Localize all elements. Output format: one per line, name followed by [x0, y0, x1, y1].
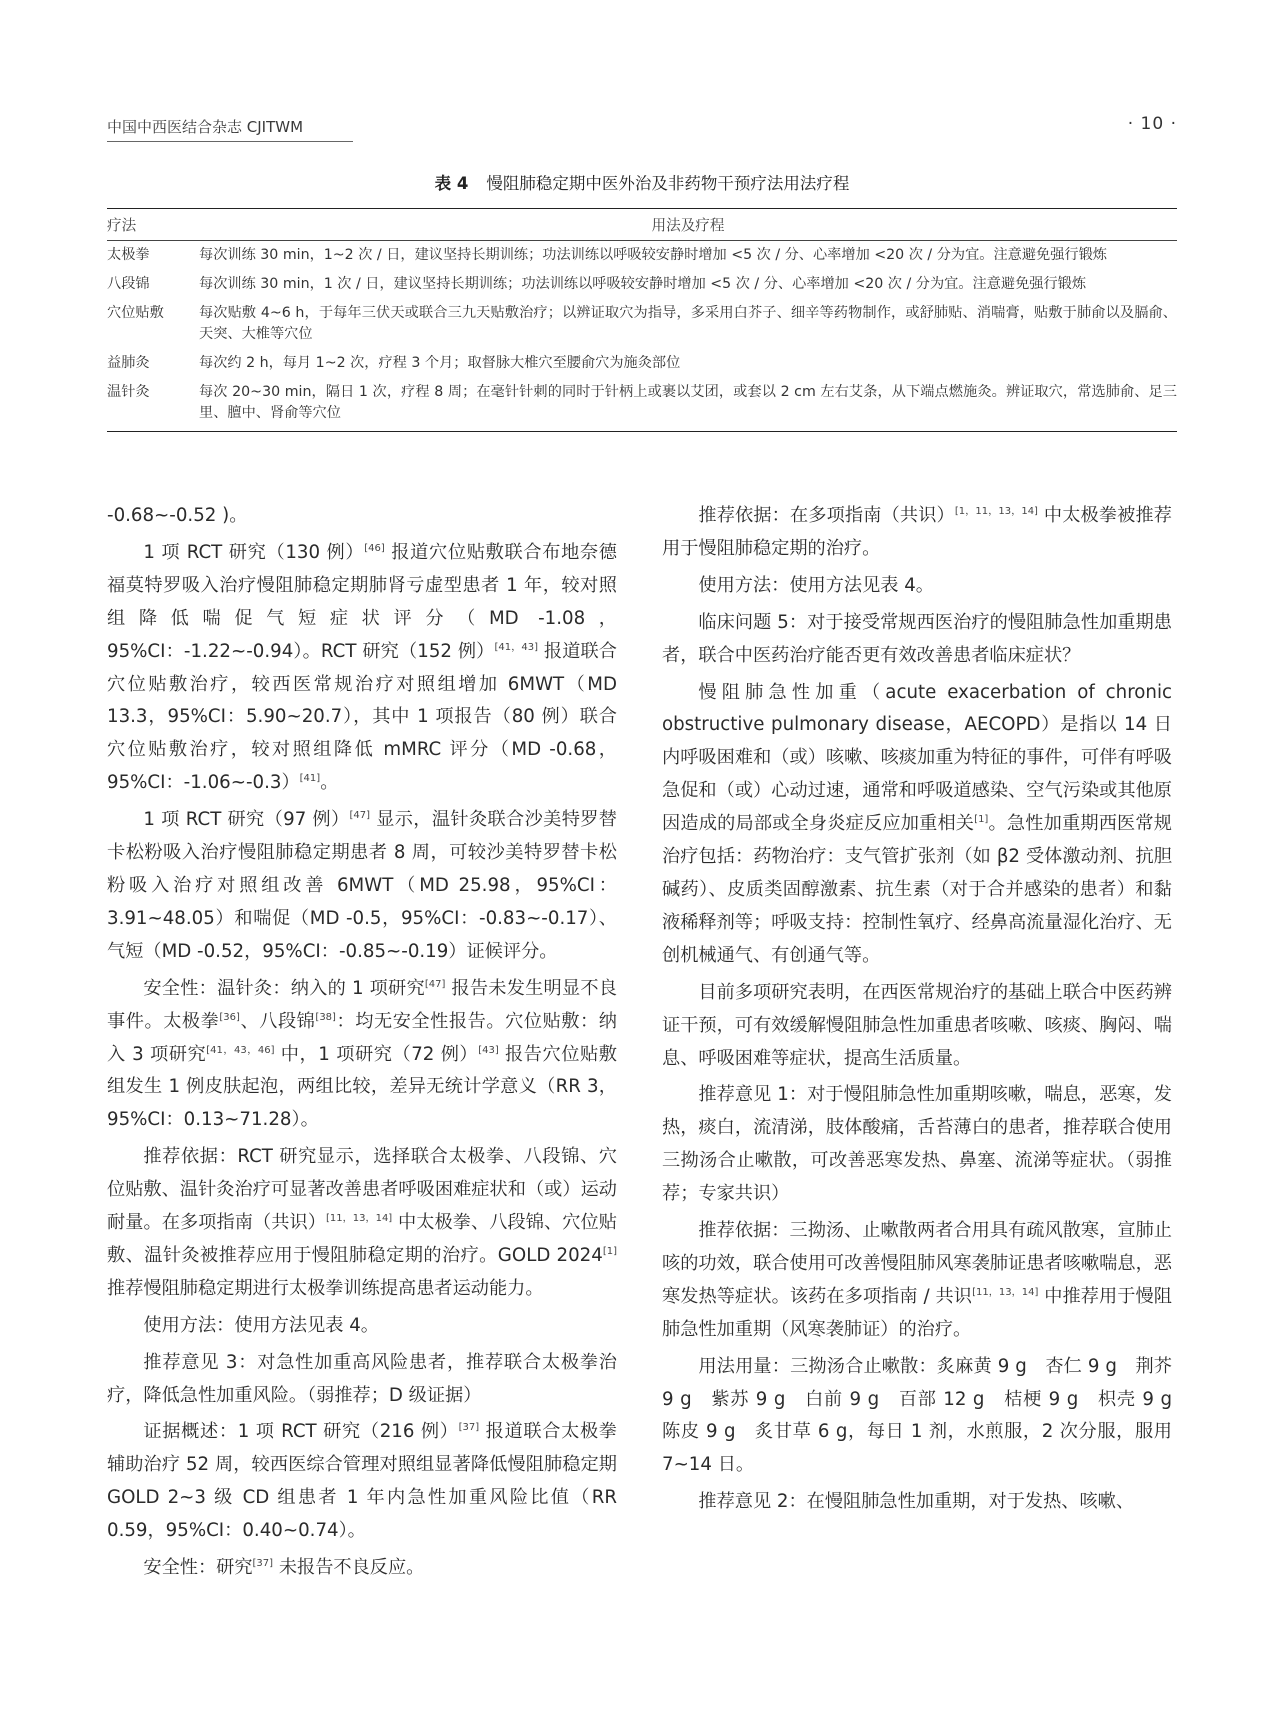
- paragraph: [662, 607, 1172, 673]
- citation: [11，13，14]: [972, 1286, 1039, 1298]
- citation: [41，43，46]: [206, 1044, 275, 1056]
- therapy-name: 温针灸: [107, 378, 199, 432]
- citation: [41，43]: [494, 641, 538, 653]
- journal-name: 中国中西医结合杂志 CJITWM: [107, 116, 353, 142]
- running-header: [107, 116, 1177, 140]
- citation: [36]: [219, 1011, 240, 1023]
- therapy-usage: 每次贴敷 4~6 h，于每年三伏天或联合三九天贴敷治疗；以辨证取穴为指导，多采用白芥子、细辛等药物制作，或舒肺贴、消喘膏，贴敷于肺俞以及膈俞、天突、大椎等穴位: [199, 305, 1177, 342]
- citation: [37]: [458, 1422, 480, 1434]
- header-method: 疗法: [107, 209, 199, 241]
- text-run: 使用方法：使用方法见表 4。: [143, 1314, 379, 1336]
- paragraph: [662, 1486, 1172, 1519]
- text-run: 1 项 RCT 研究（97 例）: [143, 809, 350, 831]
- therapy-name: 太极拳: [107, 247, 150, 263]
- citation: [37]: [252, 1558, 274, 1570]
- text-run: 用法用量：三拗汤合止嗽散：炙麻黄 9 g 杏仁 9 g 荆芥 9 g 紫苏 9 g 白前 9 g 百部 12 g 桔梗 9 g 枳壳 9 g 陈皮 9 g 炙甘草 6 g，每日 1 剂，水煎服，2 次分服，服用 7~14 日。: [662, 1355, 1191, 1476]
- text-run: 未报告不良反应。: [273, 1557, 425, 1579]
- text-run: 报告未发生明显不良事件。太极拳: [107, 977, 617, 1032]
- text-run: -0.68~-0.52 )。: [107, 505, 248, 526]
- table-row: [107, 270, 1177, 299]
- text-run: 推荐依据：RCT 研究显示，选择联合太极拳、八段锦、穴位贴敷、温针灸治疗可显著改善患者呼吸困难症状和（或）运动耐量。在多项指南（共识）: [107, 1146, 617, 1234]
- table-title: 慢阻肺稳定期中医外治及非药物干预疗法用法疗程: [486, 174, 850, 193]
- text-run: 中推荐用于慢阻肺急性加重期（风寒袭肺证）的治疗。: [662, 1285, 1172, 1340]
- table-label: 表 4: [434, 174, 469, 193]
- paragraph: [107, 1310, 617, 1343]
- text-run: 。: [320, 772, 339, 794]
- citation: [47]: [349, 810, 371, 822]
- text-run: 中，1 项研究（72 例）: [274, 1043, 479, 1065]
- text-run: 显示，温针灸联合沙美特罗替卡松粉吸入治疗慢阻肺稳定期患者 8 周，可较沙美特罗替卡松粉吸入治疗对照组改善 6MWT（MD 25.98，95%CI：3.91~48.05）和喘促（MD -0.5，95%CI：-0.83~-0.17）、气短（MD -0.52，95%CI：-0.85~-0.19）证候评分。: [107, 809, 617, 962]
- paragraph: [107, 1141, 617, 1306]
- therapy-usage: 每次约 2 h，每月 1~2 次，疗程 3 个月；取督脉大椎穴至腰俞穴为施灸部位: [199, 355, 681, 371]
- text-run: 推荐依据：在多项指南（共识）: [698, 505, 955, 526]
- paragraph: [662, 1079, 1172, 1211]
- therapy-table: [107, 208, 1177, 432]
- paragraph: [662, 1215, 1172, 1347]
- paragraph: [107, 1416, 617, 1548]
- text-run: 、八段锦: [239, 1010, 316, 1032]
- text-run: 慢阻肺急性加重（acute exacerbation of chronic obstructive pulmonary disease，AECOPD）是指以 14 日内呼吸困难和（或）咳嗽、咳痰加重为特征的事件，可伴有呼吸急促和（或）心动过速，通常和呼吸道感染、空气污染或其他原因造成的局部或全身炎症反应加重相关: [662, 681, 1172, 835]
- table-4: [107, 170, 1177, 432]
- text-run: ：均无安全性报告。穴位贴敷：纳入 3 项研究: [107, 1010, 617, 1065]
- citation: [1]: [974, 814, 989, 826]
- text-run: 安全性：温针灸：纳入的 1 项研究: [143, 977, 425, 999]
- text-run: 推荐慢阻肺稳定期进行太极拳训练提高患者运动能力。: [107, 1277, 544, 1299]
- citation: [1，11，13，14]: [954, 505, 1038, 517]
- table-row: [107, 378, 1177, 432]
- left-column: [107, 500, 617, 1589]
- table-row: [107, 241, 1177, 271]
- therapy-name: 益肺灸: [107, 355, 150, 371]
- table-row: [107, 299, 1177, 349]
- therapy-name: 穴位贴敷: [107, 305, 164, 321]
- right-column: [662, 500, 1191, 1523]
- page-number: · 10 ·: [1127, 114, 1177, 134]
- citation: [47]: [424, 978, 446, 990]
- text-run: 中太极拳、八段锦、穴位贴敷、温针灸被推荐应用于慢阻肺稳定期的治疗。GOLD 2024: [107, 1212, 617, 1266]
- text-run: 推荐意见 2：在慢阻肺急性加重期，对于发热、咳嗽、: [698, 1491, 1135, 1513]
- text-run: 报告穴位贴敷组发生 1 例皮肤起泡，两组比较，差异无统计学意义（RR 3，95%CI：0.13~71.28）。: [107, 1043, 617, 1131]
- text-run: 推荐依据：三拗汤、止嗽散两者合用具有疏风散寒，宣肺止咳的功效，联合使用可改善慢阻肺风寒袭肺证患者咳嗽喘息，恶寒发热等症状。该药在多项指南 / 共识: [662, 1220, 1172, 1307]
- text-run: 中太极拳被推荐用于慢阻肺稳定期的治疗。: [662, 505, 1172, 559]
- paragraph: [107, 1552, 617, 1585]
- citation: [38]: [315, 1011, 336, 1023]
- table-row: [107, 349, 1177, 378]
- citation: [1]: [602, 1245, 617, 1257]
- text-run: 使用方法：使用方法见表 4。: [698, 574, 934, 596]
- text-run: 推荐意见 1：对于慢阻肺急性加重期咳嗽，喘息，恶寒，发热，痰白，流清涕，肢体酸痛，舌苔薄白的患者，推荐联合使用三拗汤合止嗽散，可改善恶寒发热、鼻塞、流涕等症状。（弱推荐；专家共识）: [662, 1084, 1172, 1205]
- text-run: 报道穴位贴敷联合布地奈德福莫特罗吸入治疗慢阻肺稳定期肺肾亏虚型患者 1 年，较对照组降低喘促气短症状评分（MD -1.08，95%CI：-1.22~-0.94）。RCT 研究（152 例）: [107, 541, 617, 662]
- paragraph: [662, 1351, 1191, 1483]
- paragraph: [662, 977, 1172, 1076]
- therapy-usage: 每次训练 30 min，1 次 / 日，建议坚持长期训练；功法训练以呼吸较安静时增加 <5 次 / 分、心率增加 <20 次 / 分为宜。注意避免强行锻炼: [199, 276, 1087, 292]
- text-run: 。急性加重期西医常规治疗包括：药物治疗：支气管扩张剂（如 β2 受体激动剂、抗胆碱药）、皮质类固醇激素、抗生素（对于合并感染的患者）和黏液稀释剂等；呼吸支持：控制性氧疗、经鼻高流量湿化治疗、无创机械通气、有创通气等。: [662, 813, 1172, 966]
- citation: [41]: [299, 773, 321, 785]
- text-run: 目前多项研究表明，在西医常规治疗的基础上联合中医药辨证干预，可有效缓解慢阻肺急性加重患者咳嗽、咳痰、胸闷、喘息、呼吸困难等症状，提高生活质量。: [662, 981, 1172, 1069]
- citation: [11，13，14]: [325, 1212, 393, 1224]
- text-run: 推荐意见 3：对急性加重高风险患者，推荐联合太极拳治疗，降低急性加重风险。（弱推荐；D 级证据）: [107, 1351, 617, 1406]
- table-header-row: [107, 209, 1177, 241]
- paragraph: [107, 537, 617, 800]
- paragraph: [662, 570, 1172, 603]
- paragraph: [107, 500, 617, 533]
- therapy-usage: 每次 20~30 min，隔日 1 次，疗程 8 周；在毫针针刺的同时于针柄上或裹以艾团，或套以 2 cm 左右艾条，从下端点燃施灸。辨证取穴，常选肺俞、足三里、膻中、肾俞等穴位: [199, 378, 1177, 432]
- header-usage: 用法及疗程: [199, 209, 1177, 241]
- text-run: 1 项 RCT 研究（130 例）: [143, 541, 365, 563]
- text-run: 安全性：研究: [143, 1557, 253, 1579]
- text-run: 证据概述：1 项 RCT 研究（216 例）: [143, 1421, 459, 1443]
- paragraph: [107, 804, 617, 969]
- therapy-usage: 每次训练 30 min，1~2 次 / 日，建议坚持长期训练；功法训练以呼吸较安静时增加 <5 次 / 分、心率增加 <20 次 / 分为宜。注意避免强行锻炼: [199, 247, 1107, 263]
- paragraph: [107, 973, 617, 1138]
- text-run: 报道联合穴位贴敷治疗，较西医常规治疗对照组增加 6MWT（MD 13.3，95%CI：5.90~20.7），其中 1 项报告（80 例）联合穴位贴敷治疗，较对照组降低 mMRC 评分（MD -0.68，95%CI：-1.06~-0.3）: [107, 640, 617, 794]
- text-run: 报道联合太极拳辅助治疗 52 周，较西医综合管理对照组显著降低慢阻肺稳定期 GOLD 2~3 级 CD 组患者 1 年内急性加重风险比值（RR 0.59，95%CI：0.40~0.74）。: [107, 1421, 617, 1542]
- table-caption: [107, 170, 1177, 194]
- paragraph: [662, 500, 1172, 566]
- therapy-name: 八段锦: [107, 276, 150, 292]
- citation: [43]: [478, 1044, 499, 1056]
- citation: [46]: [364, 542, 385, 554]
- paragraph: [662, 677, 1172, 973]
- paragraph: [107, 1347, 617, 1413]
- text-run: 临床问题 5：对于接受常规西医治疗的慢阻肺急性加重期患者，联合中医药治疗能否更有效改善患者临床症状？: [662, 611, 1172, 666]
